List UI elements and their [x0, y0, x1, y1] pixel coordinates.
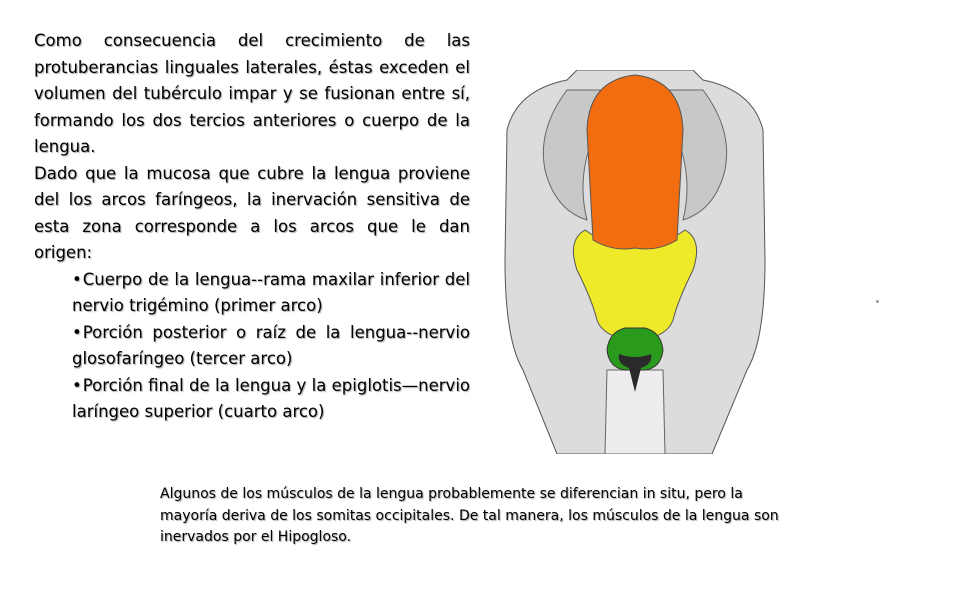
- innervation-list: [34, 267, 470, 426]
- paragraph-sensory-innervation: Dado que la mucosa que cubre la lengua proviene del los arcos faríngeos, la inervación sensitiva de esta zona corresponde a los arcos que le dan origen:: [34, 163, 470, 262]
- list-item: [72, 320, 470, 373]
- list-item: [72, 267, 470, 320]
- list-item-text: Porción final de la lengua y la epiglotis—nervio laríngeo superior (cuarto arco): [72, 375, 470, 421]
- tongue-development-illustration: [497, 70, 773, 454]
- stray-mark: [876, 300, 879, 303]
- main-text-block: [34, 28, 470, 426]
- bullet-marker: •: [72, 269, 82, 289]
- list-item-text: Cuerpo de la lengua--rama maxilar inferior del nervio trigémino (primer arco): [72, 269, 470, 315]
- list-item: [72, 373, 470, 426]
- bullet-marker: •: [72, 322, 82, 342]
- tongue-body-orange: [587, 75, 683, 249]
- paragraph-tongue-formation: Como consecuencia del crecimiento de las protuberancias linguales laterales, éstas exceden el volumen del tubérculo impar y se fusionan entre sí, formando los dos tercios anteriores o cuerpo de la lengua.: [34, 31, 470, 156]
- caption-text: Algunos de los músculos de la lengua probablemente se diferencian in situ, pero la mayoría deriva de los somitas occipitales. De tal manera, los músculos de la lengua son inervados por el Hipogloso.: [160, 486, 779, 545]
- list-item-text: Porción posterior o raíz de la lengua--nervio glosofaríngeo (tercer arco): [72, 322, 470, 368]
- bullet-marker: •: [72, 375, 82, 395]
